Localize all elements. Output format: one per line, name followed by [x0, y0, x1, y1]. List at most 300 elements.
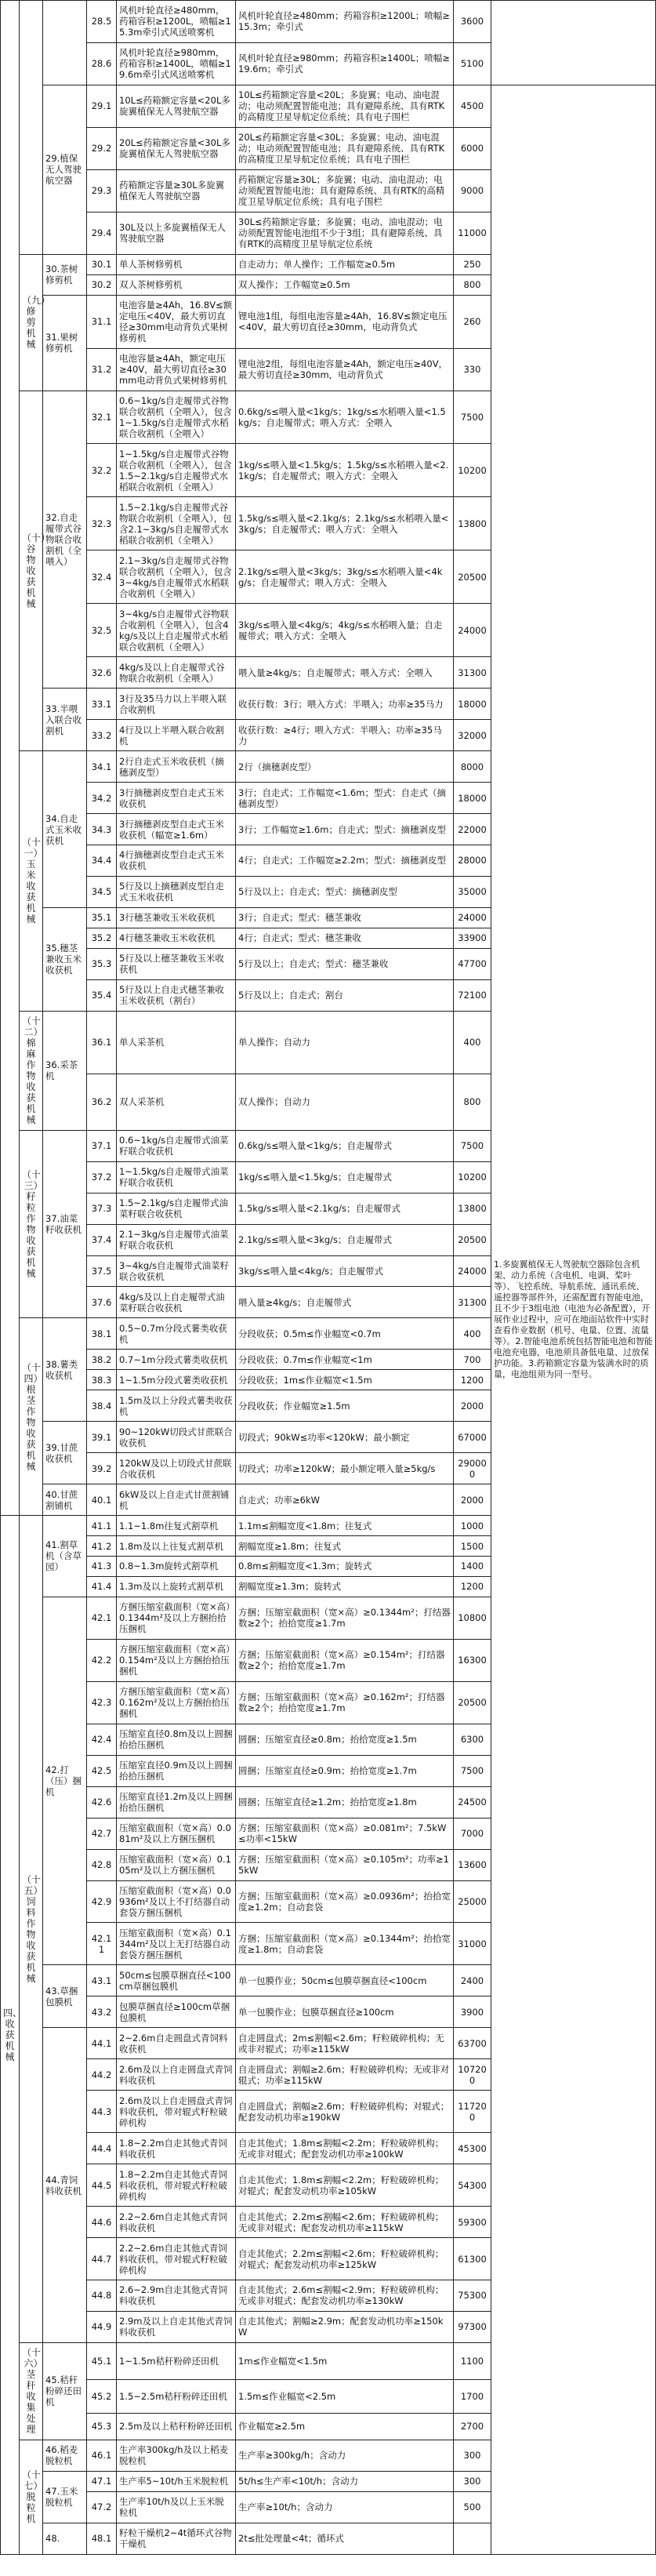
- spec-cell: 圆捆；压缩室直径≥1.2m；抬拾宽度≥1.8m: [236, 1786, 454, 1818]
- table-row: [1, 85, 656, 127]
- subsidy-cell: 1200: [454, 1370, 491, 1390]
- spec-cell: 2.1kg/s≤喂入量<3kg/s；自走履带式: [236, 1224, 454, 1255]
- subsidy-cell: 35000: [454, 876, 491, 907]
- grade-name-cell: 1~1.5m分段式薯类收获机: [117, 1370, 236, 1390]
- grade-name-cell: 5行及以上自走式穗茎兼收玉米收获机（割台）: [117, 979, 236, 1011]
- subcategory-cell: （十一）玉米收获机械: [20, 751, 43, 1012]
- subsidy-cell: 800: [454, 1074, 491, 1131]
- spec-cell: 单一包膜作业；包膜草捆直径≥100cm: [236, 1996, 454, 2028]
- subsidy-cell: 2700: [454, 2414, 491, 2440]
- serial-cell: 43.2: [87, 1996, 117, 2028]
- grade-name-cell: 2行自走式玉米收获机（摘穗剥皮型）: [117, 751, 236, 783]
- item-cell: 48.: [43, 2523, 87, 2554]
- serial-cell: 42.2: [87, 1639, 117, 1681]
- grade-name-cell: 0.6~1kg/s自走履带式谷物联合收割机（全喂入），包含1~1.5kg/s自走履带式水稻联合收割机（全喂入）: [117, 391, 236, 444]
- spec-cell: 自走圆盘式；割幅≥2.6m；籽粒破碎机构；对辊式；配套发动机功率≥190kW: [236, 2091, 454, 2133]
- subsidy-cell: 72100: [454, 979, 491, 1011]
- subsidy-cell: 18000: [454, 689, 491, 720]
- grade-name-cell: 4行穗茎兼收玉米收获机: [117, 928, 236, 948]
- serial-cell: 29.1: [87, 85, 117, 127]
- grade-name-cell: 2.6m及以上自走圆盘式青饲料收获机，带对辊式籽粒破碎机构: [117, 2091, 236, 2133]
- spec-cell: 作业幅宽≥2.5m: [236, 2414, 454, 2440]
- grade-name-cell: 1.1~1.8m往复式割草机: [117, 1516, 236, 1536]
- spec-cell: 5行及以上；自走式；型式：摘穗剥皮型: [236, 876, 454, 907]
- serial-cell: 42.6: [87, 1786, 117, 1818]
- spec-cell: 3行；自走式；工作幅宽<1.6m；型式：自走式（摘穗剥皮型）: [236, 783, 454, 814]
- grade-name-cell: 4行摘穗剥皮型自走式玉米收获机: [117, 845, 236, 877]
- subsidy-cell: 8000: [454, 751, 491, 783]
- spec-cell: 药箱额定容量≥30L；多旋翼；电动、油电混动；电动须配置智能电池；具有避障系统、具有RTK的高精度卫星导航定位系统；具有电子围栏: [236, 169, 454, 212]
- spec-cell: 自走圆盘式；割幅≥2.6m；籽粒破碎机构；无或非对辊式；功率≥115kW: [236, 2059, 454, 2091]
- subsidy-cell: 33900: [454, 928, 491, 948]
- serial-cell: 32.5: [87, 604, 117, 657]
- subsidy-cell: 24000: [454, 604, 491, 657]
- serial-cell: 29.4: [87, 212, 117, 254]
- serial-cell: 44.8: [87, 2280, 117, 2312]
- spec-cell: 自走其他式；2.2m≤割幅<2.6m；籽粒破碎机构；无或非对辊式；配套发动机功率≥115kW: [236, 2207, 454, 2238]
- spec-cell: 单一包膜作业；50cm≤包膜草捆直径<100cm: [236, 1965, 454, 1996]
- item-cell: 43.草捆包膜机: [43, 1965, 87, 2028]
- serial-cell: 38.1: [87, 1318, 117, 1350]
- item-cell: 34.自走式玉米收获机: [43, 751, 87, 908]
- grade-name-cell: 生产率5~10t/h玉米脱粒机: [117, 2471, 236, 2491]
- grade-name-cell: 方捆压缩室截面积（宽×高）0.162m²及以上方捆抬拾压捆机: [117, 1681, 236, 1724]
- serial-cell: 44.3: [87, 2091, 117, 2133]
- grade-name-cell: 2.5m及以上秸秆粉碎还田机: [117, 2414, 236, 2440]
- grade-name-cell: 0.5~0.7m分段式薯类收获机: [117, 1318, 236, 1350]
- item-cell: 33.半喂入联合收割机: [43, 689, 87, 751]
- spec-cell: 圆捆；压缩室直径≥0.9m；抬拾宽度≥1.7m: [236, 1755, 454, 1786]
- category-cell: [1, 1, 20, 1516]
- subsidy-cell: 1700: [454, 2380, 491, 2414]
- serial-cell: 45.1: [87, 2342, 117, 2379]
- subsidy-cell: 10200: [454, 444, 491, 497]
- grade-name-cell: 压缩室直径0.8m及以上圆捆抬拾压捆机: [117, 1724, 236, 1755]
- serial-cell: 44.2: [87, 2059, 117, 2091]
- grade-name-cell: 3行及35马力以上半喂入联合收割机: [117, 689, 236, 720]
- grade-name-cell: 单人采茶机: [117, 1011, 236, 1074]
- spec-cell: 自走其他式；1.8m≤割幅<2.2m；籽粒破碎机构；对辊式；配套发动机功率≥105kW: [236, 2164, 454, 2207]
- grade-name-cell: 3~4kg/s自走履带式谷物联合收割机（全喂入），包含4kg/s及以上自走履带式水稻联合收割机（全喂入）: [117, 604, 236, 657]
- serial-cell: 47.1: [87, 2471, 117, 2491]
- grade-name-cell: 1.8~2.2m自走其他式青饲料收获机，带对辊式籽粒破碎机构: [117, 2164, 236, 2207]
- spec-cell: 4行；自走式；工作幅宽≥2.2m；型式：摘穗剥皮型: [236, 845, 454, 877]
- grade-name-cell: 1~1.5kg/s自走履带式油菜籽联合收获机: [117, 1161, 236, 1193]
- subsidy-cell: 24500: [454, 1786, 491, 1818]
- grade-name-cell: 2.9m及以上自走其他式青饲料收获机: [117, 2311, 236, 2342]
- subsidy-cell: 300: [454, 2471, 491, 2491]
- subcategory-cell: （十四）根茎作物收获机械: [20, 1318, 43, 1516]
- serial-cell: 31.1: [87, 295, 117, 348]
- serial-cell: 42.11: [87, 1923, 117, 1965]
- spec-cell: 方捆；压缩室截面积（宽×高）≥0.081m²；7.5kW≤功率<15kW: [236, 1818, 454, 1849]
- spec-cell: 圆捆；压缩室直径≥0.8m；抬拾宽度≥1.5m: [236, 1724, 454, 1755]
- grade-name-cell: 方捆压缩室截面积（宽×高）0.1344m²及以上方捆抬拾压捆机: [117, 1597, 236, 1639]
- subsidy-cell: 25000: [454, 1880, 491, 1923]
- serial-cell: 32.2: [87, 444, 117, 497]
- serial-cell: 30.1: [87, 254, 117, 274]
- subsidy-cell: 24000: [454, 1255, 491, 1287]
- subsidy-cell: 32000: [454, 720, 491, 751]
- serial-cell: 42.7: [87, 1818, 117, 1849]
- subsidy-cell: 10800: [454, 1597, 491, 1639]
- spec-cell: 锂电池1组，每组电池容量≥4Ah，16.8V≤额定电压<40V，最大剪切直径≥30mm，电动背负式: [236, 295, 454, 348]
- spec-cell: 自走圆盘式；2m≤割幅<2.6m；籽粒破碎机构；无或非对辊式；功率≥115kW: [236, 2028, 454, 2059]
- spec-cell: 生产率≥300kg/h；含动力: [236, 2440, 454, 2471]
- serial-cell: 36.2: [87, 1074, 117, 1131]
- spec-cell: 1kg/s≤喂入量<1.5kg/s；自走履带式: [236, 1161, 454, 1193]
- serial-cell: 32.6: [87, 657, 117, 689]
- serial-cell: 37.6: [87, 1287, 117, 1318]
- grade-name-cell: 2.2~2.6m自走其他式青饲料收获机，带对辊式籽粒破碎机构: [117, 2238, 236, 2280]
- subsidy-cell: 2000: [454, 1484, 491, 1516]
- grade-name-cell: 药箱额定容量≥30L多旋翼植保无人驾驶航空器: [117, 169, 236, 212]
- item-cell: 45.秸秆粉碎还田机: [43, 2342, 87, 2440]
- serial-cell: 44.9: [87, 2311, 117, 2342]
- subsidy-cell: 31300: [454, 657, 491, 689]
- spec-cell: 1m≤作业幅宽<1.5m: [236, 2342, 454, 2379]
- subcategory-cell: （十七）脱粒机: [20, 2440, 43, 2554]
- spec-cell: 双人操作；自动力: [236, 1074, 454, 1131]
- spec-cell: 方捆；压缩室截面积（宽×高）≥0.105m²；功率≥15kW: [236, 1849, 454, 1880]
- grade-name-cell: 双人采茶机: [117, 1074, 236, 1131]
- spec-cell: 1.5kg/s≤喂入量<2.1kg/s；2.1kg/s≤水稻喂入量<3kg/s；自走履带式；喂入方式：全喂入: [236, 497, 454, 550]
- grade-name-cell: 风机叶轮直径≥980mm，药箱容积≥1400L，喷幅≥19.6m牵引式风送喷雾机: [117, 42, 236, 85]
- spec-cell: 30L≤药箱额定容量；多旋翼；电动、油电混动；电动须配置智能电池组不少于3组；具有避障系统、具有RTK的高精度卫星导航定位系统: [236, 212, 454, 254]
- serial-cell: 41.4: [87, 1576, 117, 1597]
- subsidy-cell: 1000: [454, 1516, 491, 1536]
- subsidy-cell: 20500: [454, 1681, 491, 1724]
- grade-name-cell: 3~4kg/s自走履带式油菜籽联合收获机: [117, 1255, 236, 1287]
- subcategory-cell: （十三）籽粒作物收获机械: [20, 1130, 43, 1318]
- item-cell: 37.油菜籽收获机: [43, 1130, 87, 1318]
- serial-cell: 42.3: [87, 1681, 117, 1724]
- grade-name-cell: 生产率300kg/h及以上稻麦脱粒机: [117, 2440, 236, 2471]
- spec-cell: 0.8m≤割幅宽度<1.3m；旋转式: [236, 1556, 454, 1576]
- spec-cell: 割幅宽度≥1.8m；往复式: [236, 1536, 454, 1557]
- serial-cell: 44.6: [87, 2207, 117, 2238]
- spec-cell: 20L≤药箱额定容量<30L；多旋翼；电动、油电混动；电动须配置智能电池；具有避障系统、具有RTK的高精度卫星导航定位系统；具有电子围栏: [236, 127, 454, 169]
- serial-cell: 40.1: [87, 1484, 117, 1516]
- subsidy-cell: 800: [454, 274, 491, 295]
- serial-cell: 37.1: [87, 1130, 117, 1161]
- subsidy-cell: 97300: [454, 2311, 491, 2342]
- serial-cell: 32.4: [87, 550, 117, 604]
- grade-name-cell: 3行穗茎兼收玉米收获机: [117, 907, 236, 928]
- grade-name-cell: 生产率10t/h及以上玉米脱粒机: [117, 2491, 236, 2523]
- spec-cell: 切段式；90kW≤功率<120kW；最小额定: [236, 1422, 454, 1453]
- spec-cell: 2行（摘穗剥皮型）: [236, 751, 454, 783]
- grade-name-cell: 4kg/s及以上自走履带式谷物联合收割机（全喂入）: [117, 657, 236, 689]
- subsidy-cell: 13800: [454, 497, 491, 550]
- serial-cell: 37.2: [87, 1161, 117, 1193]
- spec-cell: 收获行数：3行；喂入方式：半喂入；功率≥35马力: [236, 689, 454, 720]
- spec-cell: 3行；自走式；型式：穗茎兼收: [236, 907, 454, 928]
- spec-cell: 风机叶轮直径≥980mm；药箱容积≥1400L；喷幅≥19.6m；牵引式: [236, 42, 454, 85]
- spec-cell: 1kg/s≤喂入量<1.5kg/s；1.5kg/s≤水稻喂入量<2.1kg/s；自走履带式；喂入方式：全喂入: [236, 444, 454, 497]
- serial-cell: 34.4: [87, 845, 117, 877]
- item-cell: 30.茶树修剪机: [43, 254, 87, 295]
- subcategory-cell: （十六）茎秆收集处理: [20, 2342, 43, 2440]
- spec-cell: 自走动力；单人操作；工作幅宽≥0.5m: [236, 254, 454, 274]
- spec-cell: 5行及以上；自走式；割台: [236, 979, 454, 1011]
- subsidy-cell: 250: [454, 254, 491, 274]
- grade-name-cell: 5行及以上摘穗剥皮型自走式玉米收获机: [117, 876, 236, 907]
- subsidy-cell: 700: [454, 1350, 491, 1370]
- subcategory-cell: （十二）棉麻作物收获机械: [20, 1011, 43, 1130]
- spec-cell: 自走式；功率≥6kW: [236, 1484, 454, 1516]
- spec-cell: 1.5m≤作业幅宽<2.5m: [236, 2380, 454, 2414]
- grade-name-cell: 压缩室截面积（宽×高）0.1344m²及以上无打结器自动套袋方捆压捆机: [117, 1923, 236, 1965]
- serial-cell: 34.1: [87, 751, 117, 783]
- spec-cell: 10L≤药箱额定容量<20L；多旋翼；电动、油电混动；电动须配置智能电池；具有避障系统、具有RTK的高精度卫星导航定位系统；具有电子围栏: [236, 85, 454, 127]
- grade-name-cell: 2.6~2.9m自走其他式青饲料收获机: [117, 2280, 236, 2312]
- item-cell: 32.自走履带式谷物联合收割机（全喂入）: [43, 391, 87, 689]
- spec-cell: 收获行数：≥4行；喂入方式：半喂入；功率≥35马力: [236, 720, 454, 751]
- serial-cell: 35.4: [87, 979, 117, 1011]
- subcategory-cell: （十五）饲料作物收获机械: [20, 1516, 43, 2343]
- grade-name-cell: 2~2.6m自走圆盘式青饲料收获机: [117, 2028, 236, 2059]
- item-cell: 41.割草机（含草园）: [43, 1516, 87, 1597]
- item-cell: 42.打（压）捆机: [43, 1597, 87, 1965]
- subsidy-cell: 10200: [454, 1161, 491, 1193]
- serial-cell: 39.1: [87, 1422, 117, 1453]
- subsidy-cell: 107200: [454, 2059, 491, 2091]
- spec-cell: 单人操作；自动力: [236, 1011, 454, 1074]
- spec-cell: 分段收获；0.7m≤作业幅宽<1m: [236, 1350, 454, 1370]
- serial-cell: 42.1: [87, 1597, 117, 1639]
- spec-cell: 风机叶轮直径≥480mm；药箱容积≥1200L；喷幅≥15.3m；牵引式: [236, 1, 454, 43]
- subsidy-cell: 11000: [454, 212, 491, 254]
- serial-cell: 37.5: [87, 1255, 117, 1287]
- serial-cell: 45.3: [87, 2414, 117, 2440]
- spec-cell: 5行及以上；自走式；型式：穗茎兼收: [236, 948, 454, 979]
- serial-cell: 41.1: [87, 1516, 117, 1536]
- serial-cell: 38.4: [87, 1390, 117, 1422]
- serial-cell: 44.4: [87, 2133, 117, 2164]
- subsidy-cell: 75300: [454, 2280, 491, 2312]
- serial-cell: 42.5: [87, 1755, 117, 1786]
- spec-cell: 3kg/s≤喂入量<4kg/s；4kg/s≤水稻喂入量；自走履带式；喂入方式：全喂入: [236, 604, 454, 657]
- grade-name-cell: 电池容量≥4Ah，额定电压≥40V，最大剪切直径≥30mm电动背负式果树修剪机: [117, 348, 236, 391]
- subsidy-cell: 400: [454, 1011, 491, 1074]
- subsidy-cell: 330: [454, 348, 491, 391]
- grade-name-cell: 1.5~2.1kg/s自走履带式油菜籽联合收获机: [117, 1193, 236, 1224]
- serial-cell: 45.2: [87, 2380, 117, 2414]
- subsidy-cell: 59300: [454, 2207, 491, 2238]
- grade-name-cell: 2.6m及以上自走圆盘式青饲料收获机: [117, 2059, 236, 2091]
- grade-name-cell: 1.5~2.1kg/s自走履带式谷物联合收割机（全喂入），包含2.1~3kg/s自走履带式水稻联合收割机（全喂入）: [117, 497, 236, 550]
- spec-cell: 自走其他式；2.6m≤割幅<2.9m；籽粒破碎机构；无或非对辊式；配套发动机功率≥130kW: [236, 2280, 454, 2312]
- grade-name-cell: 90~120kW切段式甘蔗联合收获机: [117, 1422, 236, 1453]
- spec-cell: 2t≤批处理量<4t；循环式: [236, 2523, 454, 2554]
- serial-cell: 43.1: [87, 1965, 117, 1996]
- spec-cell: 分段收获；1m≤作业幅宽<1.5m: [236, 1370, 454, 1390]
- spec-cell: 喂入量≥4kg/s；自走履带式: [236, 1287, 454, 1318]
- subcategory-cell: （十）谷物收获机械: [20, 391, 43, 751]
- subsidy-cell: 20500: [454, 1224, 491, 1255]
- subsidy-cell: 117200: [454, 2091, 491, 2133]
- subsidy-cell: 1500: [454, 1536, 491, 1557]
- serial-cell: 33.1: [87, 689, 117, 720]
- grade-name-cell: 0.6~1kg/s自走履带式油菜籽联合收获机: [117, 1130, 236, 1161]
- subsidy-cell: 67000: [454, 1422, 491, 1453]
- serial-cell: 38.2: [87, 1350, 117, 1370]
- serial-cell: 42.9: [87, 1880, 117, 1923]
- remark-cell: 1.多旋翼植保无人驾驶航空器除包含机架、动力系统（含电机、电调、桨叶等）、飞控系统、导航系统、通讯系统、遥控器等部件外，还需配置有智能电池，且不少于3组电池（电池为必备配置），开展作业过程中，应可在地面站软件中实时查看作业数据（机号、电量、位置、流量等）。2.智能电池系统包括智能电池和智能电池充电器，电池须具备低电量、过放保护功能。3.药箱额定容量为装满水时的质量，电池组须为同一型号。: [491, 85, 656, 2554]
- subsidy-cell: 18000: [454, 783, 491, 814]
- item-cell: 44.青饲料收获机: [43, 2028, 87, 2343]
- spec-cell: 4行；自走式；型式：穗茎兼收: [236, 928, 454, 948]
- subsidy-cell: 24000: [454, 907, 491, 928]
- grade-name-cell: 4kg/s及以上自走履带式油菜籽联合收获机: [117, 1287, 236, 1318]
- serial-cell: 34.5: [87, 876, 117, 907]
- subsidy-cell: 61300: [454, 2238, 491, 2280]
- serial-cell: 41.2: [87, 1536, 117, 1557]
- grade-name-cell: 1.8~2.2m自走其他式青饲料收获机: [117, 2133, 236, 2164]
- subsidy-cell: 13800: [454, 1193, 491, 1224]
- serial-cell: 47.2: [87, 2491, 117, 2523]
- serial-cell: 30.2: [87, 274, 117, 295]
- serial-cell: 39.2: [87, 1453, 117, 1484]
- grade-name-cell: 包膜草捆直径≥100cm草捆包膜机: [117, 1996, 236, 2028]
- serial-cell: 29.3: [87, 169, 117, 212]
- spec-cell: 2.1kg/s≤喂入量<3kg/s；3kg/s≤水稻喂入量<4kg/s；自走履带式；喂入方式：全喂入: [236, 550, 454, 604]
- item-cell: 47.玉米脱粒机: [43, 2471, 87, 2523]
- spec-cell: 锂电池2组，每组电池容量≥4Ah，额定电压≥40V，最大剪切直径≥30mm，电动背负式: [236, 348, 454, 391]
- grade-name-cell: 10L≤药箱额定容量<20L多旋翼植保无人驾驶航空器: [117, 85, 236, 127]
- subsidy-cell: [454, 2523, 491, 2554]
- serial-cell: 44.7: [87, 2238, 117, 2280]
- serial-cell: 44.1: [87, 2028, 117, 2059]
- subsidy-cell: 22000: [454, 814, 491, 845]
- subsidy-cell: 6000: [454, 127, 491, 169]
- serial-cell: 42.4: [87, 1724, 117, 1755]
- category-cell: 四、收获机械: [1, 1516, 20, 2555]
- subsidy-cell: 4500: [454, 85, 491, 127]
- grade-name-cell: 0.8~1.3m旋转式割草机: [117, 1556, 236, 1576]
- spec-cell: 方捆；压缩室截面积（宽×高）≥0.154m²；打结器数≥2个；抬拾宽度≥1.7m: [236, 1639, 454, 1681]
- subsidy-cell: 9000: [454, 169, 491, 212]
- spec-cell: 自走其他式；割幅≥2.9m；配套发动机功率≥150kW: [236, 2311, 454, 2342]
- item-cell: 29.植保无人驾驶航空器: [43, 85, 87, 254]
- serial-cell: 46.1: [87, 2440, 117, 2471]
- grade-name-cell: 6kW及以上自走式甘蔗割铺机: [117, 1484, 236, 1516]
- grade-name-cell: 1.8m及以上往复式割草机: [117, 1536, 236, 1557]
- serial-cell: 28.6: [87, 42, 117, 85]
- grade-name-cell: 压缩室直径1.2m及以上圆捆抬拾压捆机: [117, 1786, 236, 1818]
- grade-name-cell: 方捆压缩室截面积（宽×高）0.154m²及以上方捆抬拾压捆机: [117, 1639, 236, 1681]
- subsidy-cell: 31000: [454, 1923, 491, 1965]
- grade-name-cell: 3行摘穗剥皮型自走式玉米收获机: [117, 783, 236, 814]
- grade-name-cell: 2.2~2.6m自走其他式青饲料收获机: [117, 2207, 236, 2238]
- grade-name-cell: 2.1~3kg/s自走履带式油菜籽联合收获机: [117, 1224, 236, 1255]
- grade-name-cell: 单人茶树修剪机: [117, 254, 236, 274]
- serial-cell: 34.3: [87, 814, 117, 845]
- serial-cell: 35.1: [87, 907, 117, 928]
- subsidy-cell: 1200: [454, 1576, 491, 1597]
- item-cell: 31.果树修剪机: [43, 295, 87, 391]
- serial-cell: 33.2: [87, 720, 117, 751]
- grade-name-cell: 2.1~3kg/s自走履带式谷物联合收割机（全喂入），包含3~4kg/s自走履带式水稻联合收割机（全喂入）: [117, 550, 236, 604]
- grade-name-cell: 1~1.5m秸秆粉碎还田机: [117, 2342, 236, 2379]
- subsidy-cell: 3900: [454, 1996, 491, 2028]
- spec-cell: 分段收获；作业幅宽≥1.5m: [236, 1390, 454, 1422]
- grade-name-cell: 风机叶轮直径≥480mm，药箱容积≥1200L，喷幅≥15.3m牵引式风送喷雾机: [117, 1, 236, 43]
- grade-name-cell: 0.7~1m分段式薯类收获机: [117, 1350, 236, 1370]
- spec-cell: 自走其他式；2.2m≤割幅<2.6m；籽粒破碎机构；对辊式；配套发动机功率≥125kW: [236, 2238, 454, 2280]
- grade-name-cell: 籽粒干燥机2~4t循环式谷物干燥机: [117, 2523, 236, 2554]
- grade-name-cell: 1.5~2.5m秸秆粉碎还田机: [117, 2380, 236, 2414]
- subsidy-cell: 2000: [454, 1390, 491, 1422]
- item-cell: 38.薯类收获机: [43, 1318, 87, 1422]
- grade-name-cell: 1~1.5kg/s自走履带式谷物联合收割机（全喂入），包含1.5~2.1kg/s自走履带式水稻联合收割机（全喂入）: [117, 444, 236, 497]
- grade-name-cell: 30L及以上多旋翼植保无人驾驶航空器: [117, 212, 236, 254]
- grade-name-cell: 双人茶树修剪机: [117, 274, 236, 295]
- spec-cell: 1.1m≤割幅宽度<1.8m；往复式: [236, 1516, 454, 1536]
- serial-cell: 29.2: [87, 127, 117, 169]
- spec-cell: 切段式；功率≥120kW；最小额定喂入量≥5kg/s: [236, 1453, 454, 1484]
- grade-name-cell: 4行及以上半喂入联合收割机: [117, 720, 236, 751]
- subsidy-cell: 31300: [454, 1287, 491, 1318]
- grade-name-cell: 120kW及以上切段式甘蔗联合收获机: [117, 1453, 236, 1484]
- serial-cell: 44.5: [87, 2164, 117, 2207]
- subsidy-cell: 290000: [454, 1453, 491, 1484]
- subsidy-cell: 7500: [454, 1130, 491, 1161]
- subsidy-cell: 3600: [454, 1, 491, 43]
- subcategory-cell: [20, 1, 43, 255]
- subsidy-cell: 7500: [454, 391, 491, 444]
- grade-name-cell: 电池容量≥4Ah，16.8V≤额定电压<40V，最大剪切直径≥30mm电动背负式果树修剪机: [117, 295, 236, 348]
- spec-cell: 喂入量≥4kg/s；自走履带式；喂入方式：全喂入: [236, 657, 454, 689]
- subsidy-cell: 2400: [454, 1965, 491, 1996]
- subsidy-cell: 47700: [454, 948, 491, 979]
- spec-cell: 自走其他式；1.8m≤割幅<2.2m；籽粒破碎机构；无或非对辊式；配套发动机功率≥100kW: [236, 2133, 454, 2164]
- subsidy-cell: 260: [454, 295, 491, 348]
- spec-cell: 方捆；压缩室截面积（宽×高）≥0.162m²；打结器数≥2个；抬拾宽度≥1.7m: [236, 1681, 454, 1724]
- spec-cell: 3kg/s≤喂入量<4kg/s；自走履带式: [236, 1255, 454, 1287]
- serial-cell: 41.3: [87, 1556, 117, 1576]
- subsidy-cell: 20500: [454, 550, 491, 604]
- subsidy-cell: 1100: [454, 2342, 491, 2379]
- grade-name-cell: 压缩室直径0.9m及以上圆捆抬拾压捆机: [117, 1755, 236, 1786]
- subsidy-cell: 54300: [454, 2164, 491, 2207]
- serial-cell: 35.3: [87, 948, 117, 979]
- spec-cell: 5t/h≤生产率<10t/h；含动力: [236, 2471, 454, 2491]
- remark-cell: [491, 1, 656, 85]
- spec-cell: 生产率≥10t/h；含动力: [236, 2491, 454, 2523]
- spec-cell: 双人操作；工作幅宽≥0.5m: [236, 274, 454, 295]
- serial-cell: 37.3: [87, 1193, 117, 1224]
- spec-cell: 割幅宽度≥1.3m；旋转式: [236, 1576, 454, 1597]
- spec-cell: 3行；工作幅宽≥1.6m；自走式；型式：摘穗剥皮型: [236, 814, 454, 845]
- serial-cell: 28.5: [87, 1, 117, 43]
- spec-cell: 方捆；压缩室截面积（宽×高）≥0.1344m²；打结器数≥2个；抬拾宽度≥1.7m: [236, 1597, 454, 1639]
- subsidy-cell: 28000: [454, 845, 491, 877]
- grade-name-cell: 20L≤药箱额定容量<30L多旋翼植保无人驾驶航空器: [117, 127, 236, 169]
- grade-name-cell: 3行摘穗剥皮型自走式玉米收获机（幅宽≥1.6m）: [117, 814, 236, 845]
- item-cell: 35.穗茎兼收玉米收获机: [43, 907, 87, 1011]
- table-row: [1, 1, 656, 43]
- subsidy-cell: 63700: [454, 2028, 491, 2059]
- grade-name-cell: 50cm≤包膜草捆直径<100cm草捆包膜机: [117, 1965, 236, 1996]
- spec-cell: 方捆；压缩室截面积（宽×高）≥0.0936m²；抬拾宽度≥1.2m；自动套袋: [236, 1880, 454, 1923]
- serial-cell: 48.1: [87, 2523, 117, 2554]
- subsidy-cell: 300: [454, 2440, 491, 2471]
- grade-name-cell: 压缩室截面积（宽×高）0.105m²及以上方捆压捆机: [117, 1849, 236, 1880]
- subsidy-cell: 500: [454, 2491, 491, 2523]
- item-cell: 39.甘蔗收获机: [43, 1422, 87, 1484]
